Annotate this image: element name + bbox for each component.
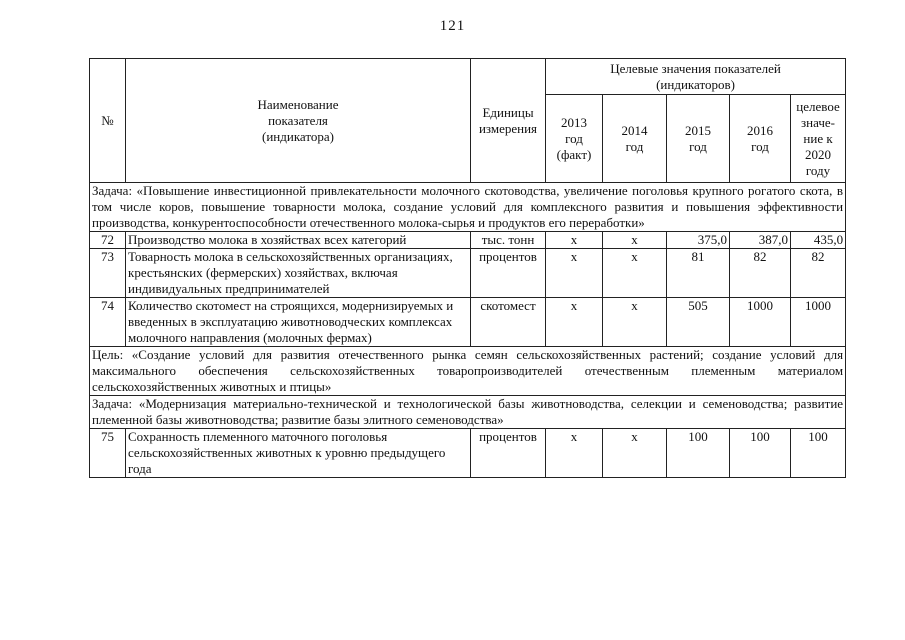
- task-row: [90, 183, 846, 232]
- header-row-top: [90, 59, 846, 95]
- value-2013: х: [546, 249, 603, 298]
- value-2020: 1000: [791, 298, 846, 347]
- goal-row: [90, 347, 846, 396]
- value-2014: х: [603, 249, 667, 298]
- value-2020: 100: [791, 429, 846, 478]
- value-2015: 100: [667, 429, 730, 478]
- row-number: 75: [90, 429, 126, 478]
- unit-cell: скотомест: [471, 298, 546, 347]
- unit-cell: процентов: [471, 249, 546, 298]
- task-text: Задача: «Модернизация материально-технической и технологической базы животноводства, селекции и семеноводства; развитие племенной базы животноводства; развитие базы элитного семеноводства»: [90, 396, 846, 429]
- header-year-2013: 2013 год (факт): [546, 95, 603, 183]
- value-2016: 1000: [730, 298, 791, 347]
- header-number: №: [90, 59, 126, 183]
- value-2016: 100: [730, 429, 791, 478]
- value-2016: 82: [730, 249, 791, 298]
- row-number: 74: [90, 298, 126, 347]
- unit-cell: процентов: [471, 429, 546, 478]
- table-row: [90, 429, 846, 478]
- header-year-2016: 2016 год: [730, 95, 791, 183]
- value-2014: х: [603, 429, 667, 478]
- row-number: 72: [90, 232, 126, 249]
- value-2015: 375,0: [667, 232, 730, 249]
- table-row: [90, 232, 846, 249]
- value-2014: х: [603, 232, 667, 249]
- table-row: [90, 249, 846, 298]
- indicator-name: Товарность молока в сельскохозяйственных организациях, крестьянских (фермерских) хозяйствах, включая индивидуальных предпринимателей: [126, 249, 471, 298]
- row-number: 73: [90, 249, 126, 298]
- header-year-2015: 2015 год: [667, 95, 730, 183]
- task-text: Задача: «Повышение инвестиционной привлекательности молочного скотоводства, увеличение поголовья крупного рогатого скота, в том числе коров, повышение товарности молока, создание условий для комплексного развития и повышения эффективности производства, конкурентоспособности отечественного молока-сырья и продуктов его переработки»: [90, 183, 846, 232]
- header-target-2020: целевое значе- ние к 2020 году: [791, 95, 846, 183]
- page-number: 121: [439, 18, 466, 34]
- task-row: [90, 396, 846, 429]
- indicator-name: Сохранность племенного маточного поголовья сельскохозяйственных животных к уровню предыдущего года: [126, 429, 471, 478]
- value-2020: 82: [791, 249, 846, 298]
- value-2013: х: [546, 298, 603, 347]
- value-2014: х: [603, 298, 667, 347]
- goal-text: Цель: «Создание условий для развития отечественного рынка семян сельскохозяйственных растений; создание условий для максимального обеспечения сельскохозяйственных товаропроизводителей отечественным племенным материалом сельскохозяйственных животных и птицы»: [90, 347, 846, 396]
- unit-cell: тыс. тонн: [471, 232, 546, 249]
- value-2016: 387,0: [730, 232, 791, 249]
- header-units: Единицы измерения: [471, 59, 546, 183]
- table-row: [90, 298, 846, 347]
- indicator-name: Производство молока в хозяйствах всех категорий: [126, 232, 471, 249]
- value-2015: 81: [667, 249, 730, 298]
- header-year-2014: 2014 год: [603, 95, 667, 183]
- header-indicator-name: Наименование показателя (индикатора): [126, 59, 471, 183]
- value-2015: 505: [667, 298, 730, 347]
- value-2013: х: [546, 429, 603, 478]
- indicator-name: Количество скотомест на строящихся, модернизируемых и введенных в эксплуатацию животноводческих комплексах молочного направления (молочных фермах): [126, 298, 471, 347]
- indicators-table: [89, 58, 846, 478]
- header-target-values: Целевые значения показателей (индикаторов): [546, 59, 846, 95]
- value-2020: 435,0: [791, 232, 846, 249]
- value-2013: х: [546, 232, 603, 249]
